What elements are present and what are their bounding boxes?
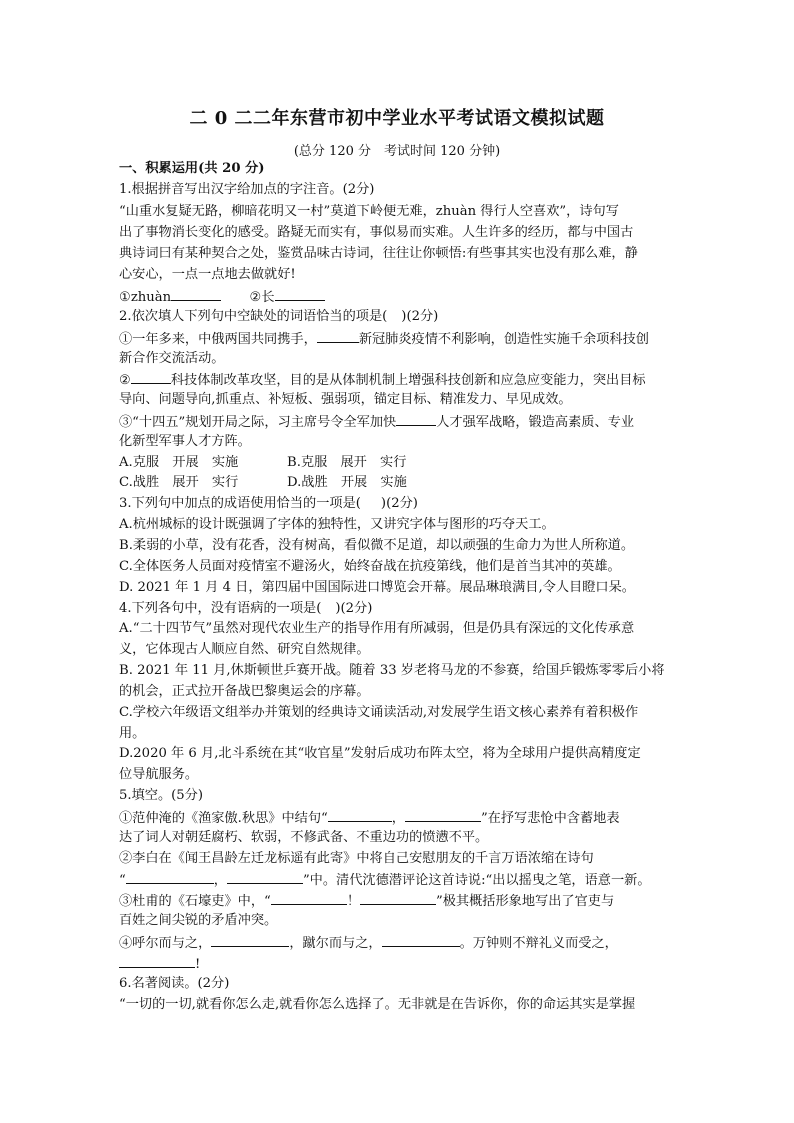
q2-sentence-2-cont: 导向、问题导向,抓重点、补短板、强弱项，锚定目标、精准发力、早见成效。	[119, 392, 572, 407]
q6-passage-line: “一切的一切,就看你怎么走,就看你怎么选择了。无非就是在告诉你，你的命运其实是掌握	[119, 997, 636, 1012]
q3-option-c[interactable]: C.全体医务人员面对疫情室不避汤火，始终奋战在抗疫第线，他们是首当其冲的英雄。	[119, 559, 621, 574]
q2-stem: 2.依次填人下列句中空缺处的词语恰当的项是( )(2分)	[119, 309, 439, 324]
q5-blank[interactable]	[382, 933, 460, 947]
q4-option-b-cont: 的机会，正式拉开备战巴黎奥运会的序幕。	[119, 684, 370, 699]
q2-sentence-1-cont: 新合作交流活动。	[119, 351, 225, 366]
q2-sentence-1: ①一年多来，中俄两国共同携手， 新冠肺炎疫情不利影响，创造性实施千余项科技创	[119, 329, 679, 347]
q3-option-b[interactable]: B.柔弱的小草，没有花香，没有树高，看似微不足道，却以顽强的生命力为世人所称道。	[119, 538, 635, 553]
q2-blank[interactable]	[131, 370, 171, 384]
q5-line-2: 达了词人对朝廷腐朽、软弱，不修武备、不重边功的愤懑不平。	[119, 830, 489, 845]
q4-option-a[interactable]: A.“二十四节气”虽然对现代农业生产的指导作用有所减弱，但是仍具有深远的文化传承意	[119, 621, 635, 636]
q1-answer-label: ②长	[249, 290, 275, 305]
section-heading: 一、积累运用(共 20 分)	[119, 161, 265, 176]
q1-answer-label: ①zhuàn	[119, 290, 172, 305]
q5-line-4: “ ， ”中。清代沈德潜评论这首诗说:“出以摇曳之笔，语意一新。	[119, 870, 679, 888]
q4-option-c-cont: 用。	[119, 726, 146, 741]
q5-blank[interactable]	[271, 891, 347, 905]
q2-blank[interactable]	[317, 329, 359, 343]
exam-title: 二 0 二二年东营市初中学业水平考试语文模拟试题	[189, 108, 605, 129]
q5-line-8: !	[119, 954, 679, 972]
q1-passage-line: 典诗词曰有某种契合之处，鉴赏品味古诗词，往往让你顿悟:有些事其实也没有那么难，静	[119, 246, 638, 261]
q4-option-a-cont: 义，它体现古人顺应自然、研究自然规律。	[119, 642, 370, 657]
q5-line-1: ①范仲淹的《渔家傲.秋思》中结句“ ， ”在抒写悲怆中含蓄地表	[119, 808, 679, 826]
q5-blank[interactable]	[227, 870, 303, 884]
q1-answer-row	[119, 287, 679, 305]
q2-sentence-2: ② 科技体制改革攻坚，目的是从体制机制上增强科技创新和应急应变能力，突出目标	[119, 370, 679, 388]
q5-blank[interactable]	[328, 808, 392, 822]
q2-option-b[interactable]: B.克服 展开 实行	[287, 455, 407, 470]
q2-options-row	[119, 454, 679, 472]
q5-blank[interactable]	[360, 891, 436, 905]
q1-passage-line: 出了事物消长变化的感受。路疑无而实有，事似易而实难。人生许多的经历，都与中国古	[119, 225, 634, 240]
q4-option-b[interactable]: B. 2021 年 11 月,休斯顿世乒赛开战。随着 33 岁老将马龙的不参赛，给国乒锻炼零零后小将	[119, 663, 665, 678]
q6-stem: 6.名著阅读。(2分)	[119, 976, 230, 991]
q5-stem: 5.填空。(5分)	[119, 788, 204, 803]
q4-option-d-cont: 位导航服务。	[119, 767, 199, 782]
q1-passage-line: “山重水复疑无路，柳暗花明又一村”莫道下岭便无难，zhuàn 得行人空喜欢”，诗句写	[119, 204, 619, 219]
q5-line-3: ②李白在《闻王昌龄左迁龙标遥有此寄》中将自己安慰朋友的千言万语浓缩在诗句	[119, 851, 594, 866]
q1-passage-line: 心安心，一点一点地去做就好!	[119, 267, 296, 282]
q2-sentence-3: ③“十四五”规划开局之际，习主席号令全军加快 人才强军战略，锻造高素质、专业	[119, 412, 679, 430]
q4-stem: 4.下列各句中，没有语病的一项是( )(2分)	[119, 601, 373, 616]
q4-option-c[interactable]: C.学校六年级语文组举办并策划的经典诗文诵读活动,对发展学生语文核心素养有着积极作	[119, 705, 639, 720]
q2-options-row	[119, 474, 679, 492]
q2-sentence-3-cont: 化新型军事人才方阵。	[119, 434, 251, 449]
q1-answer-blank[interactable]	[275, 287, 325, 301]
q2-option-a[interactable]: A.克服 开展 实施	[119, 455, 239, 470]
q3-option-a[interactable]: A.杭州城标的设计既强调了字体的独特性，又讲究字体与图形的巧夺天工。	[119, 517, 555, 532]
q5-blank[interactable]	[211, 933, 289, 947]
q5-line-6: 百姓之间尖锐的矛盾冲突。	[119, 913, 278, 928]
q1-stem: 1.根据拼音写出汉字给加点的字注音。(2分)	[119, 182, 375, 197]
q5-blank[interactable]	[119, 954, 195, 968]
q5-line-5: ③杜甫的《石壕吏》中，“ ！ ”极其概括形象地写出了官吏与	[119, 891, 679, 909]
q2-option-d[interactable]: D.战胜 开展 实施	[287, 475, 407, 490]
q5-blank[interactable]	[405, 808, 481, 822]
q3-option-d[interactable]: D. 2021 年 1 月 4 日，第四届中国国际进口博览会开幕。展品琳琅满目,令人目瞪口呆。	[119, 580, 635, 595]
q3-stem: 3.下列句中加点的成语使用恰当的一项是( )(2分)	[119, 496, 418, 511]
q2-option-c[interactable]: C.战胜 展开 实行	[119, 475, 239, 490]
q5-line-7: ④呼尔而与之， ，蹴尔而与之， 。万钟则不辩礼义而受之，	[119, 933, 679, 951]
q1-answer-blank[interactable]	[171, 287, 221, 301]
q4-option-d[interactable]: D.2020 年 6 月,北斗系统在其“收官星”发射后成功布阵太空，将为全球用户提供高精度定	[119, 746, 641, 761]
q2-blank[interactable]	[396, 412, 436, 426]
q5-blank[interactable]	[126, 870, 214, 884]
exam-subtitle: (总分 120 分 考试时间 120 分钟)	[293, 144, 501, 159]
